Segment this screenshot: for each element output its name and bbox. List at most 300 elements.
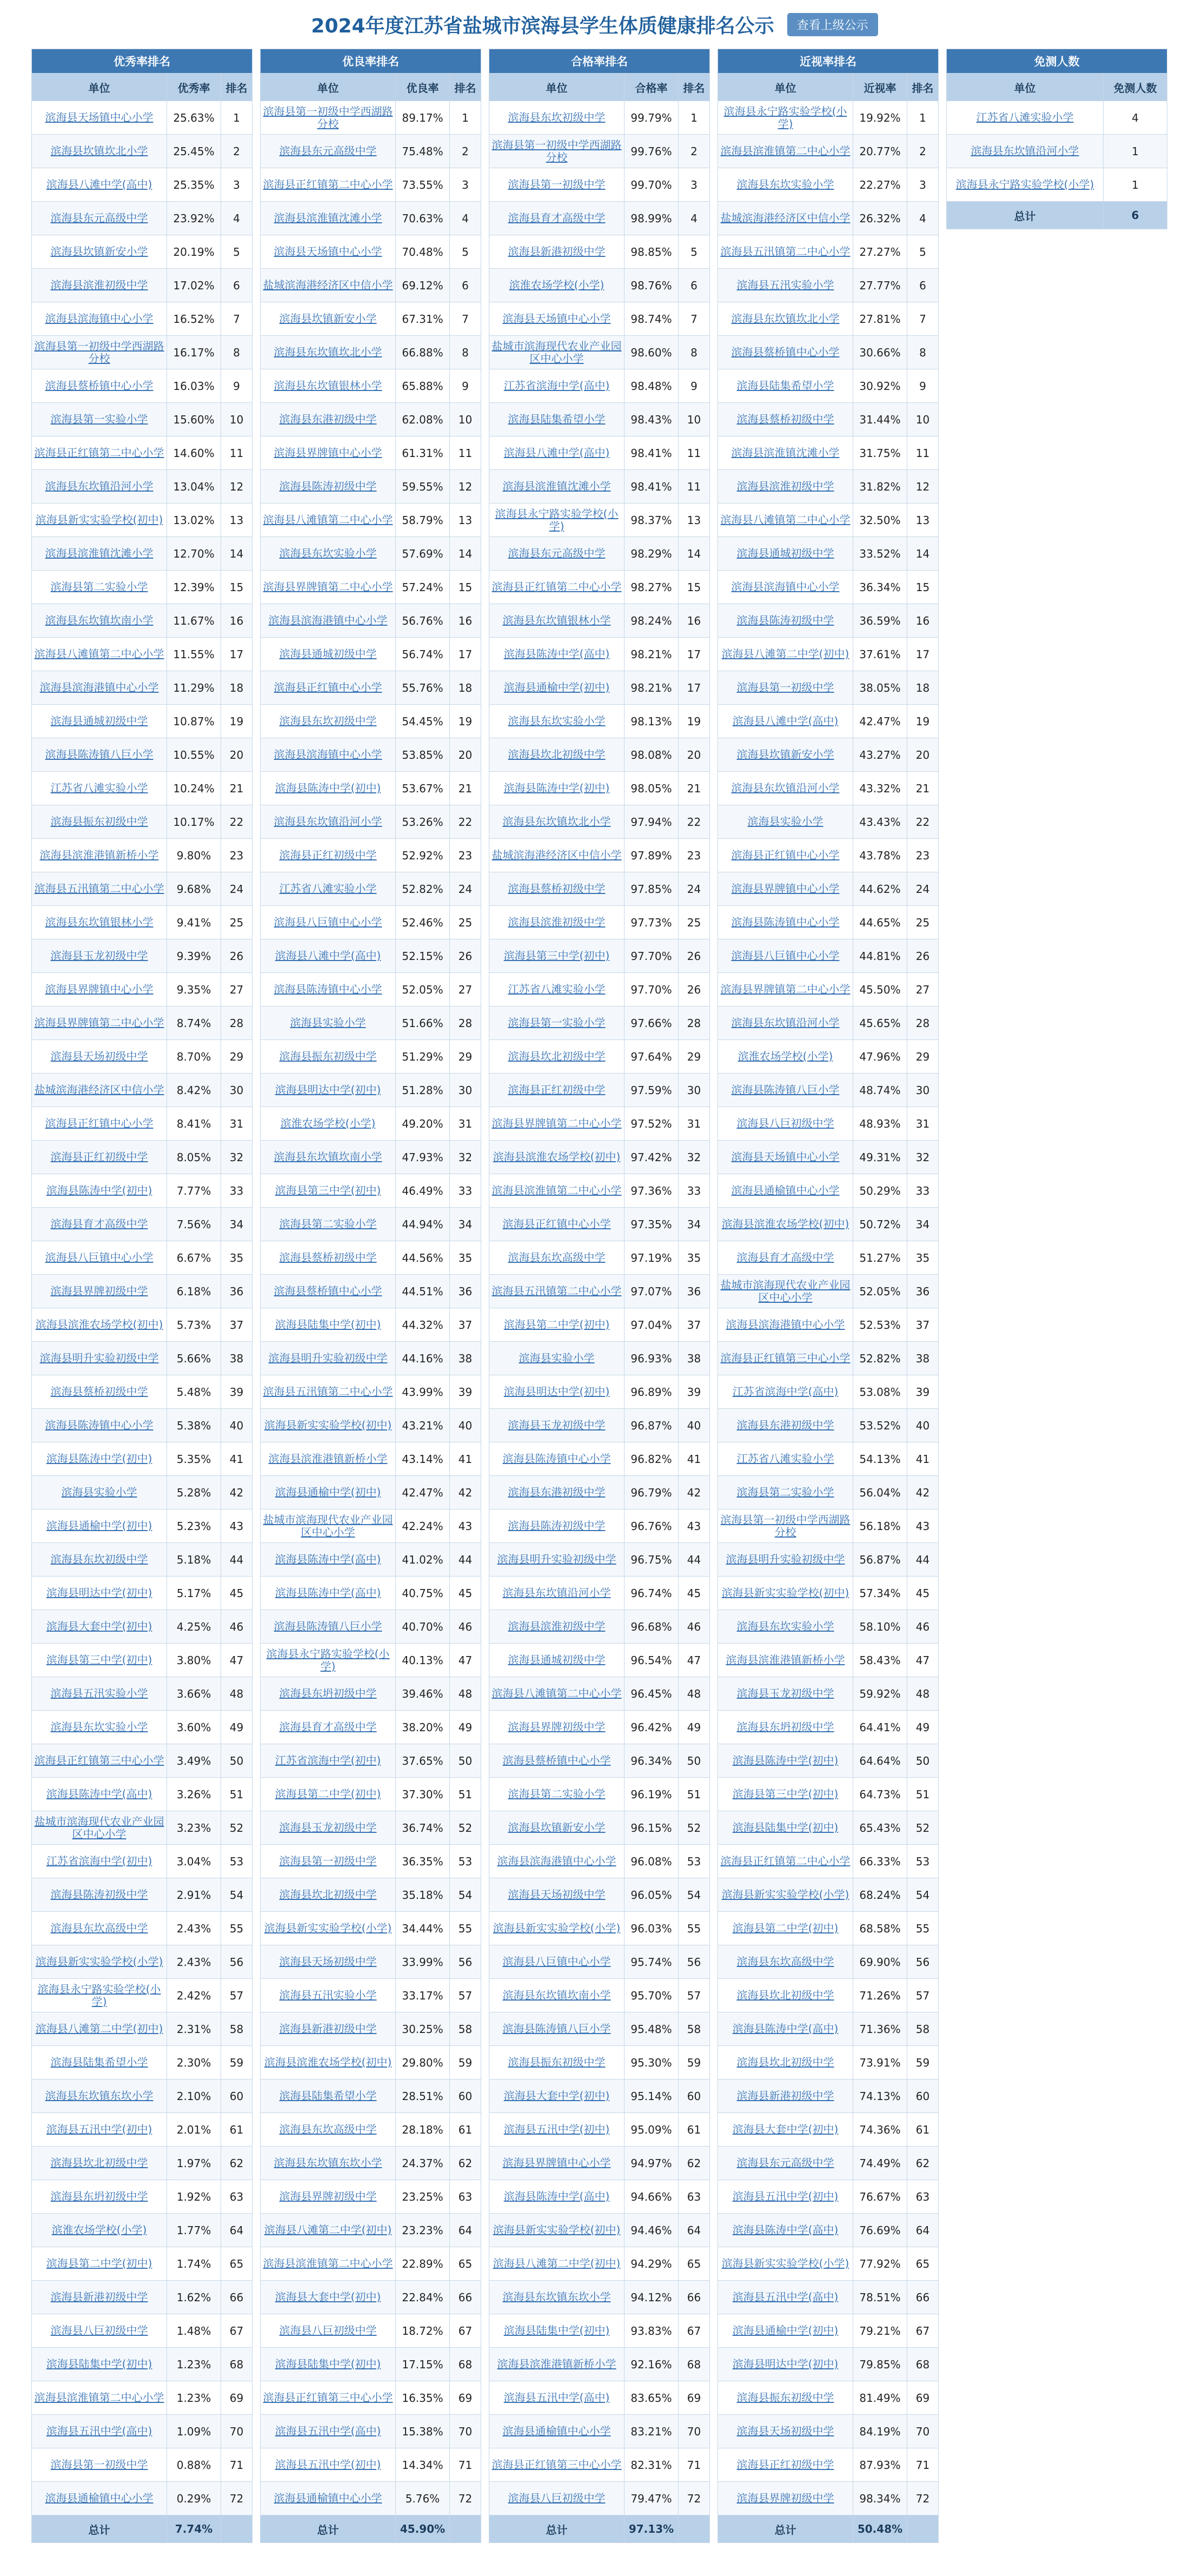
school-link[interactable]: 滨海县育才高级中学 (261, 1711, 396, 1744)
school-link[interactable]: 滨海县东坎镇坎南小学 (261, 1141, 396, 1174)
school-link[interactable]: 滨海县天场初级中学 (261, 1945, 396, 1979)
school-link[interactable]: 滨海县坎镇新安小学 (718, 738, 853, 772)
school-link[interactable]: 滨海县通城初级中学 (718, 537, 853, 571)
school-link[interactable]: 滨海县新实实验学校(小学) (718, 2247, 853, 2281)
school-link[interactable]: 滨海县陆集中学(初中) (261, 2348, 396, 2381)
school-link[interactable]: 滨淮农场学校(小学) (718, 1040, 853, 1074)
school-link[interactable]: 滨海县八滩第二中学(初中) (32, 2012, 167, 2046)
school-link[interactable]: 滨海县滨淮初级中学 (489, 906, 625, 939)
school-link[interactable]: 滨海县永宁路实验学校(小学) (947, 168, 1104, 202)
school-link[interactable]: 滨海县坎北初级中学 (261, 1878, 396, 1912)
school-link[interactable]: 滨海县八滩中学(高中) (261, 939, 396, 973)
school-link[interactable]: 滨海县陆集中学(初中) (261, 1308, 396, 1342)
school-link[interactable]: 滨海县东坎实验小学 (718, 168, 853, 202)
school-link[interactable]: 滨海县实验小学 (261, 1006, 396, 1040)
school-link[interactable]: 滨海县滨淮农场学校(初中) (489, 1141, 625, 1174)
school-link[interactable]: 盐城滨海港经济区中信小学 (261, 269, 396, 302)
school-link[interactable]: 滨海县东坎镇沿河小学 (718, 772, 853, 805)
school-link[interactable]: 滨海县五汛中学(高中) (32, 2415, 167, 2448)
school-link[interactable]: 滨海县五汛中学(高中) (489, 2381, 625, 2415)
school-link[interactable]: 滨海县明升实验初级中学 (32, 1342, 167, 1375)
school-link[interactable]: 滨海县通城初级中学 (32, 705, 167, 738)
school-link[interactable]: 滨海县东坎镇东坎小学 (489, 2281, 625, 2314)
school-link[interactable]: 滨海县八滩镇第二中心小学 (261, 504, 396, 537)
school-link[interactable]: 滨海县陆集中学(初中) (718, 1811, 853, 1845)
school-link[interactable]: 滨海县界牌初级中学 (261, 2180, 396, 2214)
school-link[interactable]: 滨海县五汛镇第二中心小学 (718, 235, 853, 269)
school-link[interactable]: 滨海县滨海港镇中心小学 (32, 671, 167, 705)
school-link[interactable]: 滨海县东坎镇东坎小学 (261, 2147, 396, 2180)
school-link[interactable]: 滨淮农场学校(小学) (489, 269, 625, 302)
school-link[interactable]: 滨海县通榆中学(初中) (32, 1509, 167, 1543)
school-link[interactable]: 滨海县大套中学(初中) (489, 2080, 625, 2113)
school-link[interactable]: 滨淮农场学校(小学) (261, 1107, 396, 1141)
school-link[interactable]: 滨海县滨淮镇沈滩小学 (261, 202, 396, 235)
school-link[interactable]: 滨海县明升实验初级中学 (261, 1342, 396, 1375)
school-link[interactable]: 滨海县蔡桥镇中心小学 (718, 336, 853, 369)
school-link[interactable]: 滨海县滨海港镇中心小学 (718, 1308, 853, 1342)
school-link[interactable]: 滨海县八滩第二中学(初中) (718, 638, 853, 671)
school-link[interactable]: 滨海县通榆镇中心小学 (489, 2415, 625, 2448)
school-link[interactable]: 滨海县界牌初级中学 (718, 2482, 853, 2515)
school-link[interactable]: 滨海县坎北初级中学 (489, 1040, 625, 1074)
school-link[interactable]: 滨海县新港初级中学 (261, 2012, 396, 2046)
school-link[interactable]: 滨海县天场镇中心小学 (489, 302, 625, 336)
school-link[interactable]: 滨海县滨淮初级中学 (32, 269, 167, 302)
school-link[interactable]: 滨海县玉龙初级中学 (718, 1677, 853, 1711)
school-link[interactable]: 滨海县界牌镇中心小学 (489, 2147, 625, 2180)
school-link[interactable]: 滨海县滨淮港镇新桥小学 (718, 1644, 853, 1677)
rank-value: 5 (221, 235, 253, 269)
school-link[interactable]: 滨海县滨海镇中心小学 (261, 738, 396, 772)
school-link[interactable]: 滨海县坎北初级中学 (32, 2147, 167, 2180)
school-link[interactable]: 滨海县五汛中学(高中) (718, 2281, 853, 2314)
school-link[interactable]: 滨海县第二中学(初中) (261, 1778, 396, 1811)
school-link[interactable]: 滨海县滨海镇中心小学 (718, 571, 853, 604)
school-link[interactable]: 滨海县陈涛中学(高中) (261, 1543, 396, 1577)
school-link[interactable]: 滨海县新实实验学校(小学) (261, 1912, 396, 1945)
school-link[interactable]: 滨海县第一初级中学 (489, 168, 625, 202)
school-link[interactable]: 滨海县界牌镇中心小学 (32, 973, 167, 1006)
school-link[interactable]: 滨海县新实实验学校(初中) (489, 2214, 625, 2247)
school-link[interactable]: 滨海县东坎初级中学 (261, 705, 396, 738)
school-link[interactable]: 滨海县东坎镇沿河小学 (489, 1577, 625, 1610)
school-link[interactable]: 滨海县陆集中学(初中) (489, 2314, 625, 2348)
school-link[interactable]: 滨海县界牌镇第二中心小学 (32, 1006, 167, 1040)
school-link[interactable]: 滨海县第二实验小学 (261, 1208, 396, 1241)
school-link[interactable]: 滨海县五汛中学(高中) (261, 2415, 396, 2448)
school-link[interactable]: 滨海县实验小学 (489, 1342, 625, 1375)
school-link[interactable]: 滨海县蔡桥初级中学 (32, 1375, 167, 1409)
school-link[interactable]: 滨海县八巨初级中学 (718, 1107, 853, 1141)
school-link[interactable]: 滨海县滨淮镇第二中心小学 (261, 2247, 396, 2281)
school-link[interactable]: 盐城市滨海现代农业产业园区中心小学 (489, 336, 625, 369)
school-link[interactable]: 滨海县东坎镇坎北小学 (718, 302, 853, 336)
school-link[interactable]: 滨海县新实实验学校(初中) (32, 504, 167, 537)
school-link[interactable]: 滨海县东坎初级中学 (32, 1543, 167, 1577)
school-link[interactable]: 滨海县坎北初级中学 (489, 738, 625, 772)
school-link[interactable]: 滨海县八巨初级中学 (32, 2314, 167, 2348)
school-link[interactable]: 滨海县育才高级中学 (489, 202, 625, 235)
school-link[interactable]: 滨海县八滩中学(高中) (489, 436, 625, 470)
school-link[interactable]: 滨海县通榆镇中心小学 (261, 2482, 396, 2515)
school-link[interactable]: 滨海县正红镇第二中心小学 (261, 168, 396, 202)
school-link[interactable]: 滨海县正红初级中学 (489, 1074, 625, 1107)
school-link[interactable]: 滨海县天场镇中心小学 (261, 235, 396, 269)
school-link[interactable]: 滨海县坎镇新安小学 (261, 302, 396, 336)
school-link[interactable]: 滨海县明达中学(初中) (489, 1375, 625, 1409)
school-link[interactable]: 滨海县东坎高级中学 (261, 2113, 396, 2147)
school-link[interactable]: 滨海县东坎初级中学 (489, 101, 625, 135)
school-link[interactable]: 滨海县陈涛初级中学 (718, 604, 853, 638)
school-link[interactable]: 滨海县东坎镇银林小学 (32, 906, 167, 939)
school-link[interactable]: 滨海县坎镇新安小学 (32, 235, 167, 269)
school-link[interactable]: 江苏省八滩实验小学 (718, 1442, 853, 1476)
school-link[interactable]: 滨海县振东初级中学 (718, 2381, 853, 2415)
school-link[interactable]: 滨海县明达中学(初中) (32, 1577, 167, 1610)
school-link[interactable]: 滨海县陈涛中学(初中) (261, 772, 396, 805)
school-link[interactable]: 滨海县东坎实验小学 (718, 1610, 853, 1644)
school-link[interactable]: 江苏省滨海中学(高中) (489, 369, 625, 403)
school-link[interactable]: 滨海县通城初级中学 (489, 1644, 625, 1677)
school-link[interactable]: 滨海县东元高级中学 (489, 537, 625, 571)
school-link[interactable]: 滨海县东港初级中学 (489, 1476, 625, 1509)
school-link[interactable]: 滨海县陈涛镇八巨小学 (32, 738, 167, 772)
school-link[interactable]: 滨海县陈涛中学(初中) (718, 1744, 853, 1778)
school-link[interactable]: 滨海县第二中学(初中) (32, 2247, 167, 2281)
school-link[interactable]: 滨海县八滩镇第二中心小学 (718, 504, 853, 537)
school-link[interactable]: 滨海县八巨镇中心小学 (261, 906, 396, 939)
school-link[interactable]: 滨海县玉龙初级中学 (261, 1811, 396, 1845)
school-link[interactable]: 滨海县陈涛初级中学 (261, 470, 396, 504)
school-link[interactable]: 江苏省八滩实验小学 (489, 973, 625, 1006)
school-link[interactable]: 滨海县陈涛中学(高中) (32, 1778, 167, 1811)
school-link[interactable]: 滨海县蔡桥初级中学 (261, 1241, 396, 1275)
school-link[interactable]: 滨海县陈涛镇中心小学 (718, 906, 853, 939)
school-link[interactable]: 滨海县东坎镇坎北小学 (261, 336, 396, 369)
school-link[interactable]: 滨海县东港初级中学 (261, 403, 396, 436)
school-link[interactable]: 滨海县第一初级中学 (261, 1845, 396, 1878)
school-link[interactable]: 滨海县第三中学(初中) (489, 939, 625, 973)
school-link[interactable]: 滨海县八滩第二中学(初中) (489, 2247, 625, 2281)
school-link[interactable]: 滨海县第三中学(初中) (718, 1778, 853, 1811)
school-link[interactable]: 滨海县界牌初级中学 (489, 1711, 625, 1744)
school-link[interactable]: 滨海县陈涛中学(初中) (489, 772, 625, 805)
school-link[interactable]: 滨海县振东初级中学 (489, 2046, 625, 2080)
school-link[interactable]: 滨海县通榆中学(初中) (718, 2314, 853, 2348)
school-link[interactable]: 滨海县新实实验学校(小学) (32, 1945, 167, 1979)
school-link[interactable]: 滨海县天场初级中学 (32, 1040, 167, 1074)
rank-value: 29 (221, 1040, 253, 1074)
school-link[interactable]: 滨海县正红初级中学 (718, 2448, 853, 2482)
school-link[interactable]: 滨海县天场初级中学 (489, 1878, 625, 1912)
school-link[interactable]: 滨海县陆集中学(初中) (32, 2348, 167, 2381)
school-link[interactable]: 滨海县正红镇中心小学 (489, 1208, 625, 1241)
school-link[interactable]: 滨海县第二实验小学 (489, 1778, 625, 1811)
school-link[interactable]: 滨海县新实实验学校(小学) (718, 1878, 853, 1912)
school-link[interactable]: 滨海县东元高级中学 (261, 135, 396, 168)
school-link[interactable]: 滨海县五汛中学(初中) (718, 2180, 853, 2214)
school-link[interactable]: 滨海县第一初级中学西湖路分校 (718, 1509, 853, 1543)
school-link[interactable]: 滨海县正红镇中心小学 (261, 671, 396, 705)
school-link[interactable]: 滨海县滨淮港镇新桥小学 (261, 1442, 396, 1476)
table-row (261, 1006, 481, 1040)
school-link[interactable]: 滨海县第二中学(初中) (489, 1308, 625, 1342)
school-link[interactable]: 滨海县东坎实验小学 (32, 1711, 167, 1744)
school-link[interactable]: 滨海县东元高级中学 (718, 2147, 853, 2180)
school-link[interactable]: 滨海县八巨初级中学 (261, 2314, 396, 2348)
school-link[interactable]: 滨海县蔡桥初级中学 (718, 403, 853, 436)
school-link[interactable]: 滨海县新港初级中学 (718, 2080, 853, 2113)
school-link[interactable]: 滨海县滨淮初级中学 (489, 1610, 625, 1644)
school-link[interactable]: 滨海县界牌镇第二中心小学 (718, 973, 853, 1006)
rank-value: 9 (221, 369, 253, 403)
school-link[interactable]: 滨海县滨淮镇沈滩小学 (718, 436, 853, 470)
school-link[interactable]: 滨海县陈涛初级中学 (32, 1878, 167, 1912)
school-link[interactable]: 滨海县蔡桥初级中学 (489, 872, 625, 906)
school-link[interactable]: 滨海县正红镇第三中心小学 (718, 1342, 853, 1375)
school-link[interactable]: 滨海县陈涛中学(高中) (718, 2214, 853, 2247)
school-link[interactable]: 滨海县八滩第二中学(初中) (261, 2214, 396, 2247)
school-link[interactable]: 滨海县大套中学(初中) (261, 2281, 396, 2314)
school-link[interactable]: 滨海县陈涛镇八巨小学 (489, 2012, 625, 2046)
school-link[interactable]: 滨海县通榆镇中心小学 (718, 1174, 853, 1208)
school-link[interactable]: 滨海县育才高级中学 (718, 1241, 853, 1275)
school-link[interactable]: 滨海县第二中学(初中) (718, 1912, 853, 1945)
school-link[interactable]: 滨海县界牌镇中心小学 (261, 436, 396, 470)
school-link[interactable]: 滨海县滨海港镇中心小学 (261, 604, 396, 638)
school-link[interactable]: 滨海县滨淮镇沈滩小学 (489, 470, 625, 504)
school-link[interactable]: 滨海县大套中学(初中) (32, 1610, 167, 1644)
school-link[interactable]: 滨海县滨淮农场学校(初中) (261, 2046, 396, 2080)
school-link[interactable]: 滨海县东坍初级中学 (32, 2180, 167, 2214)
school-link[interactable]: 滨海县东坎镇坎北小学 (489, 805, 625, 839)
school-link[interactable]: 滨海县通榆中学(初中) (261, 1476, 396, 1509)
school-link[interactable]: 滨海县新实实验学校(小学) (489, 1912, 625, 1945)
school-link[interactable]: 滨海县明达中学(初中) (261, 1074, 396, 1107)
school-link[interactable]: 滨海县天场初级中学 (718, 2415, 853, 2448)
school-link[interactable]: 滨海县正红初级中学 (261, 839, 396, 872)
school-link[interactable]: 滨海县第二实验小学 (718, 1476, 853, 1509)
school-link[interactable]: 滨海县玉龙初级中学 (489, 1409, 625, 1442)
school-link[interactable]: 滨海县东坎高级中学 (489, 1241, 625, 1275)
school-link[interactable]: 滨海县五汛镇第二中心小学 (32, 872, 167, 906)
school-link[interactable]: 滨海县滨淮港镇新桥小学 (32, 839, 167, 872)
school-link[interactable]: 滨海县五汛中学(初中) (261, 2448, 396, 2482)
school-link[interactable]: 滨海县东坎镇沿河小学 (947, 135, 1104, 168)
school-link[interactable]: 滨海县正红镇中心小学 (32, 1107, 167, 1141)
school-link[interactable]: 江苏省八滩实验小学 (261, 872, 396, 906)
school-link[interactable]: 滨海县陆集希望小学 (261, 2080, 396, 2113)
school-link[interactable]: 滨海县八巨初级中学 (489, 2482, 625, 2515)
table-row (489, 2147, 710, 2180)
school-link[interactable]: 滨海县正红镇第二中心小学 (718, 1845, 853, 1878)
school-link[interactable]: 滨海县大套中学(初中) (718, 2113, 853, 2147)
school-link[interactable]: 滨海县坎北初级中学 (718, 1979, 853, 2012)
school-link[interactable]: 滨海县八滩中学(高中) (32, 168, 167, 202)
school-link[interactable]: 滨海县第一实验小学 (489, 1006, 625, 1040)
school-link[interactable]: 滨海县坎北初级中学 (718, 2046, 853, 2080)
school-link[interactable]: 滨海县陈涛镇中心小学 (261, 973, 396, 1006)
school-link[interactable]: 滨海县明升实验初级中学 (489, 1543, 625, 1577)
rank-value: 49 (450, 1711, 481, 1744)
school-link[interactable]: 滨海县五汛中学(初中) (489, 2113, 625, 2147)
school-link[interactable]: 滨海县东坎镇沿河小学 (261, 805, 396, 839)
school-link[interactable]: 滨海县正红镇第二中心小学 (489, 571, 625, 604)
school-link[interactable]: 滨海县坎镇新安小学 (489, 1811, 625, 1845)
school-link[interactable]: 滨海县陈涛中学(高中) (718, 2012, 853, 2046)
school-link[interactable]: 滨海县滨淮镇第二中心小学 (718, 135, 853, 168)
school-link[interactable]: 滨海县八滩中学(高中) (718, 705, 853, 738)
school-link[interactable]: 江苏省八滩实验小学 (32, 772, 167, 805)
school-link[interactable]: 滨海县五汛实验小学 (261, 1979, 396, 2012)
school-link[interactable]: 滨海县蔡桥镇中心小学 (489, 1744, 625, 1778)
school-link[interactable]: 滨海县东坎镇沿河小学 (718, 1006, 853, 1040)
school-link[interactable]: 盐城滨海港经济区中信小学 (489, 839, 625, 872)
school-link[interactable]: 滨海县第一初级中学 (32, 2448, 167, 2482)
school-link[interactable]: 滨海县八滩镇第二中心小学 (489, 1677, 625, 1711)
school-link[interactable]: 滨海县正红镇第三中心小学 (489, 2448, 625, 2482)
school-link[interactable]: 滨海县陆集希望小学 (489, 403, 625, 436)
school-link[interactable]: 滨海县第一初级中学西湖路分校 (32, 336, 167, 369)
school-link[interactable]: 滨海县滨淮初级中学 (718, 470, 853, 504)
school-link[interactable]: 滨海县五汛实验小学 (32, 1677, 167, 1711)
school-link[interactable]: 滨海县界牌初级中学 (32, 1275, 167, 1308)
school-link[interactable]: 滨海县育才高级中学 (32, 1208, 167, 1241)
school-link[interactable]: 滨海县东坍初级中学 (718, 1711, 853, 1744)
school-link[interactable]: 滨海县第一实验小学 (32, 403, 167, 436)
school-link[interactable]: 滨海县滨淮港镇新桥小学 (489, 2348, 625, 2381)
school-link[interactable]: 盐城市滨海现代农业产业园区中心小学 (718, 1275, 853, 1308)
school-link[interactable]: 滨海县正红镇第三中心小学 (261, 2381, 396, 2415)
school-link[interactable]: 滨海县永宁路实验学校(小学) (718, 101, 853, 135)
school-link[interactable]: 滨海县正红镇中心小学 (718, 839, 853, 872)
school-link[interactable]: 滨海县蔡桥镇中心小学 (32, 369, 167, 403)
rate-value: 22.84% (396, 2281, 450, 2314)
school-link[interactable]: 滨海县新港初级中学 (32, 2281, 167, 2314)
school-link[interactable]: 滨海县天场镇中心小学 (718, 1141, 853, 1174)
school-link[interactable]: 滨海县陈涛中学(初中) (32, 1174, 167, 1208)
school-link[interactable]: 滨海县东坎镇坎南小学 (489, 1979, 625, 2012)
school-link[interactable]: 滨海县东坎实验小学 (489, 705, 625, 738)
school-link[interactable]: 滨海县实验小学 (32, 1476, 167, 1509)
school-link[interactable]: 滨海县永宁路实验学校(小学) (261, 1644, 396, 1677)
school-link[interactable]: 滨海县通城初级中学 (261, 638, 396, 671)
school-link[interactable]: 滨海县五汛实验小学 (718, 269, 853, 302)
school-link[interactable]: 滨淮农场学校(小学) (32, 2214, 167, 2247)
school-link[interactable]: 盐城滨海港经济区中信小学 (718, 202, 853, 235)
view-parent-button[interactable]: 查看上级公示 (787, 13, 878, 36)
school-link[interactable]: 滨海县滨淮镇第二中心小学 (32, 2381, 167, 2415)
school-link[interactable]: 滨海县陈涛镇中心小学 (32, 1409, 167, 1442)
school-link[interactable]: 滨海县实验小学 (718, 805, 853, 839)
school-link[interactable]: 滨海县东元高级中学 (32, 202, 167, 235)
school-link[interactable]: 滨海县新实实验学校(初中) (261, 1409, 396, 1442)
school-link[interactable]: 滨海县第一初级中学西湖路分校 (489, 135, 625, 168)
school-link[interactable]: 滨海县第一初级中学西湖路分校 (261, 101, 396, 135)
school-link[interactable]: 滨海县八滩镇第二中心小学 (32, 638, 167, 671)
school-link[interactable]: 滨海县新实实验学校(初中) (718, 1577, 853, 1610)
school-link[interactable]: 滨海县蔡桥镇中心小学 (261, 1275, 396, 1308)
school-link[interactable]: 滨海县东坎高级中学 (718, 1945, 853, 1979)
school-link[interactable]: 滨海县界牌镇第二中心小学 (261, 571, 396, 604)
school-link[interactable]: 滨海县五汛中学(初中) (32, 2113, 167, 2147)
school-link[interactable]: 滨海县东坎镇沿河小学 (32, 470, 167, 504)
school-link[interactable]: 滨海县五汛镇第二中心小学 (489, 1275, 625, 1308)
school-link[interactable]: 滨海县滨淮镇第二中心小学 (489, 1174, 625, 1208)
school-link[interactable]: 滨海县第三中学(初中) (32, 1644, 167, 1677)
school-link[interactable]: 滨海县天场镇中心小学 (32, 101, 167, 135)
school-link[interactable]: 滨海县永宁路实验学校(小学) (32, 1979, 167, 2012)
school-link[interactable]: 滨海县明升实验初级中学 (718, 1543, 853, 1577)
school-link[interactable]: 滨海县东坎镇东坎小学 (32, 2080, 167, 2113)
school-link[interactable]: 滨海县正红初级中学 (32, 1141, 167, 1174)
school-link[interactable]: 盐城市滨海现代农业产业园区中心小学 (32, 1811, 167, 1845)
school-link[interactable]: 滨海县东坎高级中学 (32, 1912, 167, 1945)
school-link[interactable]: 滨海县八巨镇中心小学 (32, 1241, 167, 1275)
school-link[interactable]: 滨海县玉龙初级中学 (32, 939, 167, 973)
school-link[interactable]: 滨海县振东初级中学 (32, 805, 167, 839)
school-link[interactable]: 滨海县滨淮农场学校(初中) (32, 1308, 167, 1342)
school-link[interactable]: 滨海县滨海镇中心小学 (32, 302, 167, 336)
school-link[interactable]: 滨海县东坎镇银林小学 (261, 369, 396, 403)
school-link[interactable]: 滨海县东港初级中学 (718, 1409, 853, 1442)
school-link[interactable]: 滨海县八巨镇中心小学 (718, 939, 853, 973)
school-link[interactable]: 滨海县第二实验小学 (32, 571, 167, 604)
school-link[interactable]: 滨海县界牌镇第二中心小学 (489, 1107, 625, 1141)
school-link[interactable]: 盐城市滨海现代农业产业园区中心小学 (261, 1509, 396, 1543)
school-link[interactable]: 滨海县陈涛中学(高中) (261, 1577, 396, 1610)
school-link[interactable]: 滨海县陈涛初级中学 (489, 1509, 625, 1543)
school-link[interactable]: 滨海县振东初级中学 (261, 1040, 396, 1074)
school-link[interactable]: 滨海县东坍初级中学 (261, 1677, 396, 1711)
school-link[interactable]: 滨海县明达中学(初中) (718, 2348, 853, 2381)
school-link[interactable]: 滨海县陈涛中学(初中) (32, 1442, 167, 1476)
school-link[interactable]: 滨海县滨淮农场学校(初中) (718, 1208, 853, 1241)
school-link[interactable]: 滨海县永宁路实验学校(小学) (489, 504, 625, 537)
school-link[interactable]: 滨海县第一初级中学 (718, 671, 853, 705)
school-link[interactable]: 滨海县陈涛镇中心小学 (489, 1442, 625, 1476)
school-link[interactable]: 滨海县新港初级中学 (489, 235, 625, 269)
school-link[interactable]: 滨海县陈涛中学(高中) (489, 638, 625, 671)
school-link[interactable]: 江苏省滨海中学(高中) (718, 1375, 853, 1409)
table-row (718, 1107, 939, 1141)
school-link[interactable]: 滨海县正红镇第三中心小学 (32, 1744, 167, 1778)
school-link[interactable]: 滨海县滨海港镇中心小学 (489, 1845, 625, 1878)
school-link[interactable]: 盐城滨海港经济区中信小学 (32, 1074, 167, 1107)
school-link[interactable]: 滨海县陈涛中学(高中) (489, 2180, 625, 2214)
school-link[interactable]: 滨海县八巨镇中心小学 (489, 1945, 625, 1979)
school-link[interactable]: 滨海县陆集希望小学 (32, 2046, 167, 2080)
school-link[interactable]: 江苏省滨海中学(初中) (32, 1845, 167, 1878)
school-link[interactable]: 滨海县东坎镇银林小学 (489, 604, 625, 638)
school-link[interactable]: 滨海县正红镇第二中心小学 (32, 436, 167, 470)
school-link[interactable]: 滨海县陈涛镇八巨小学 (261, 1610, 396, 1644)
school-link[interactable]: 滨海县界牌镇中心小学 (718, 872, 853, 906)
school-link[interactable]: 滨海县陈涛镇八巨小学 (718, 1074, 853, 1107)
school-link[interactable]: 滨海县通榆镇中心小学 (32, 2482, 167, 2515)
school-link[interactable]: 滨海县坎镇坎北小学 (32, 135, 167, 168)
school-link[interactable]: 滨海县东坎实验小学 (261, 537, 396, 571)
school-link[interactable]: 江苏省八滩实验小学 (947, 101, 1104, 135)
school-link[interactable]: 滨海县滨淮镇沈滩小学 (32, 537, 167, 571)
school-link[interactable]: 滨海县第三中学(初中) (261, 1174, 396, 1208)
school-link[interactable]: 滨海县五汛镇第二中心小学 (261, 1375, 396, 1409)
school-link[interactable]: 滨海县东坎镇坎南小学 (32, 604, 167, 638)
school-link[interactable]: 江苏省滨海中学(初中) (261, 1744, 396, 1778)
school-link[interactable]: 滨海县通榆中学(初中) (489, 671, 625, 705)
school-link[interactable]: 滨海县陆集希望小学 (718, 369, 853, 403)
